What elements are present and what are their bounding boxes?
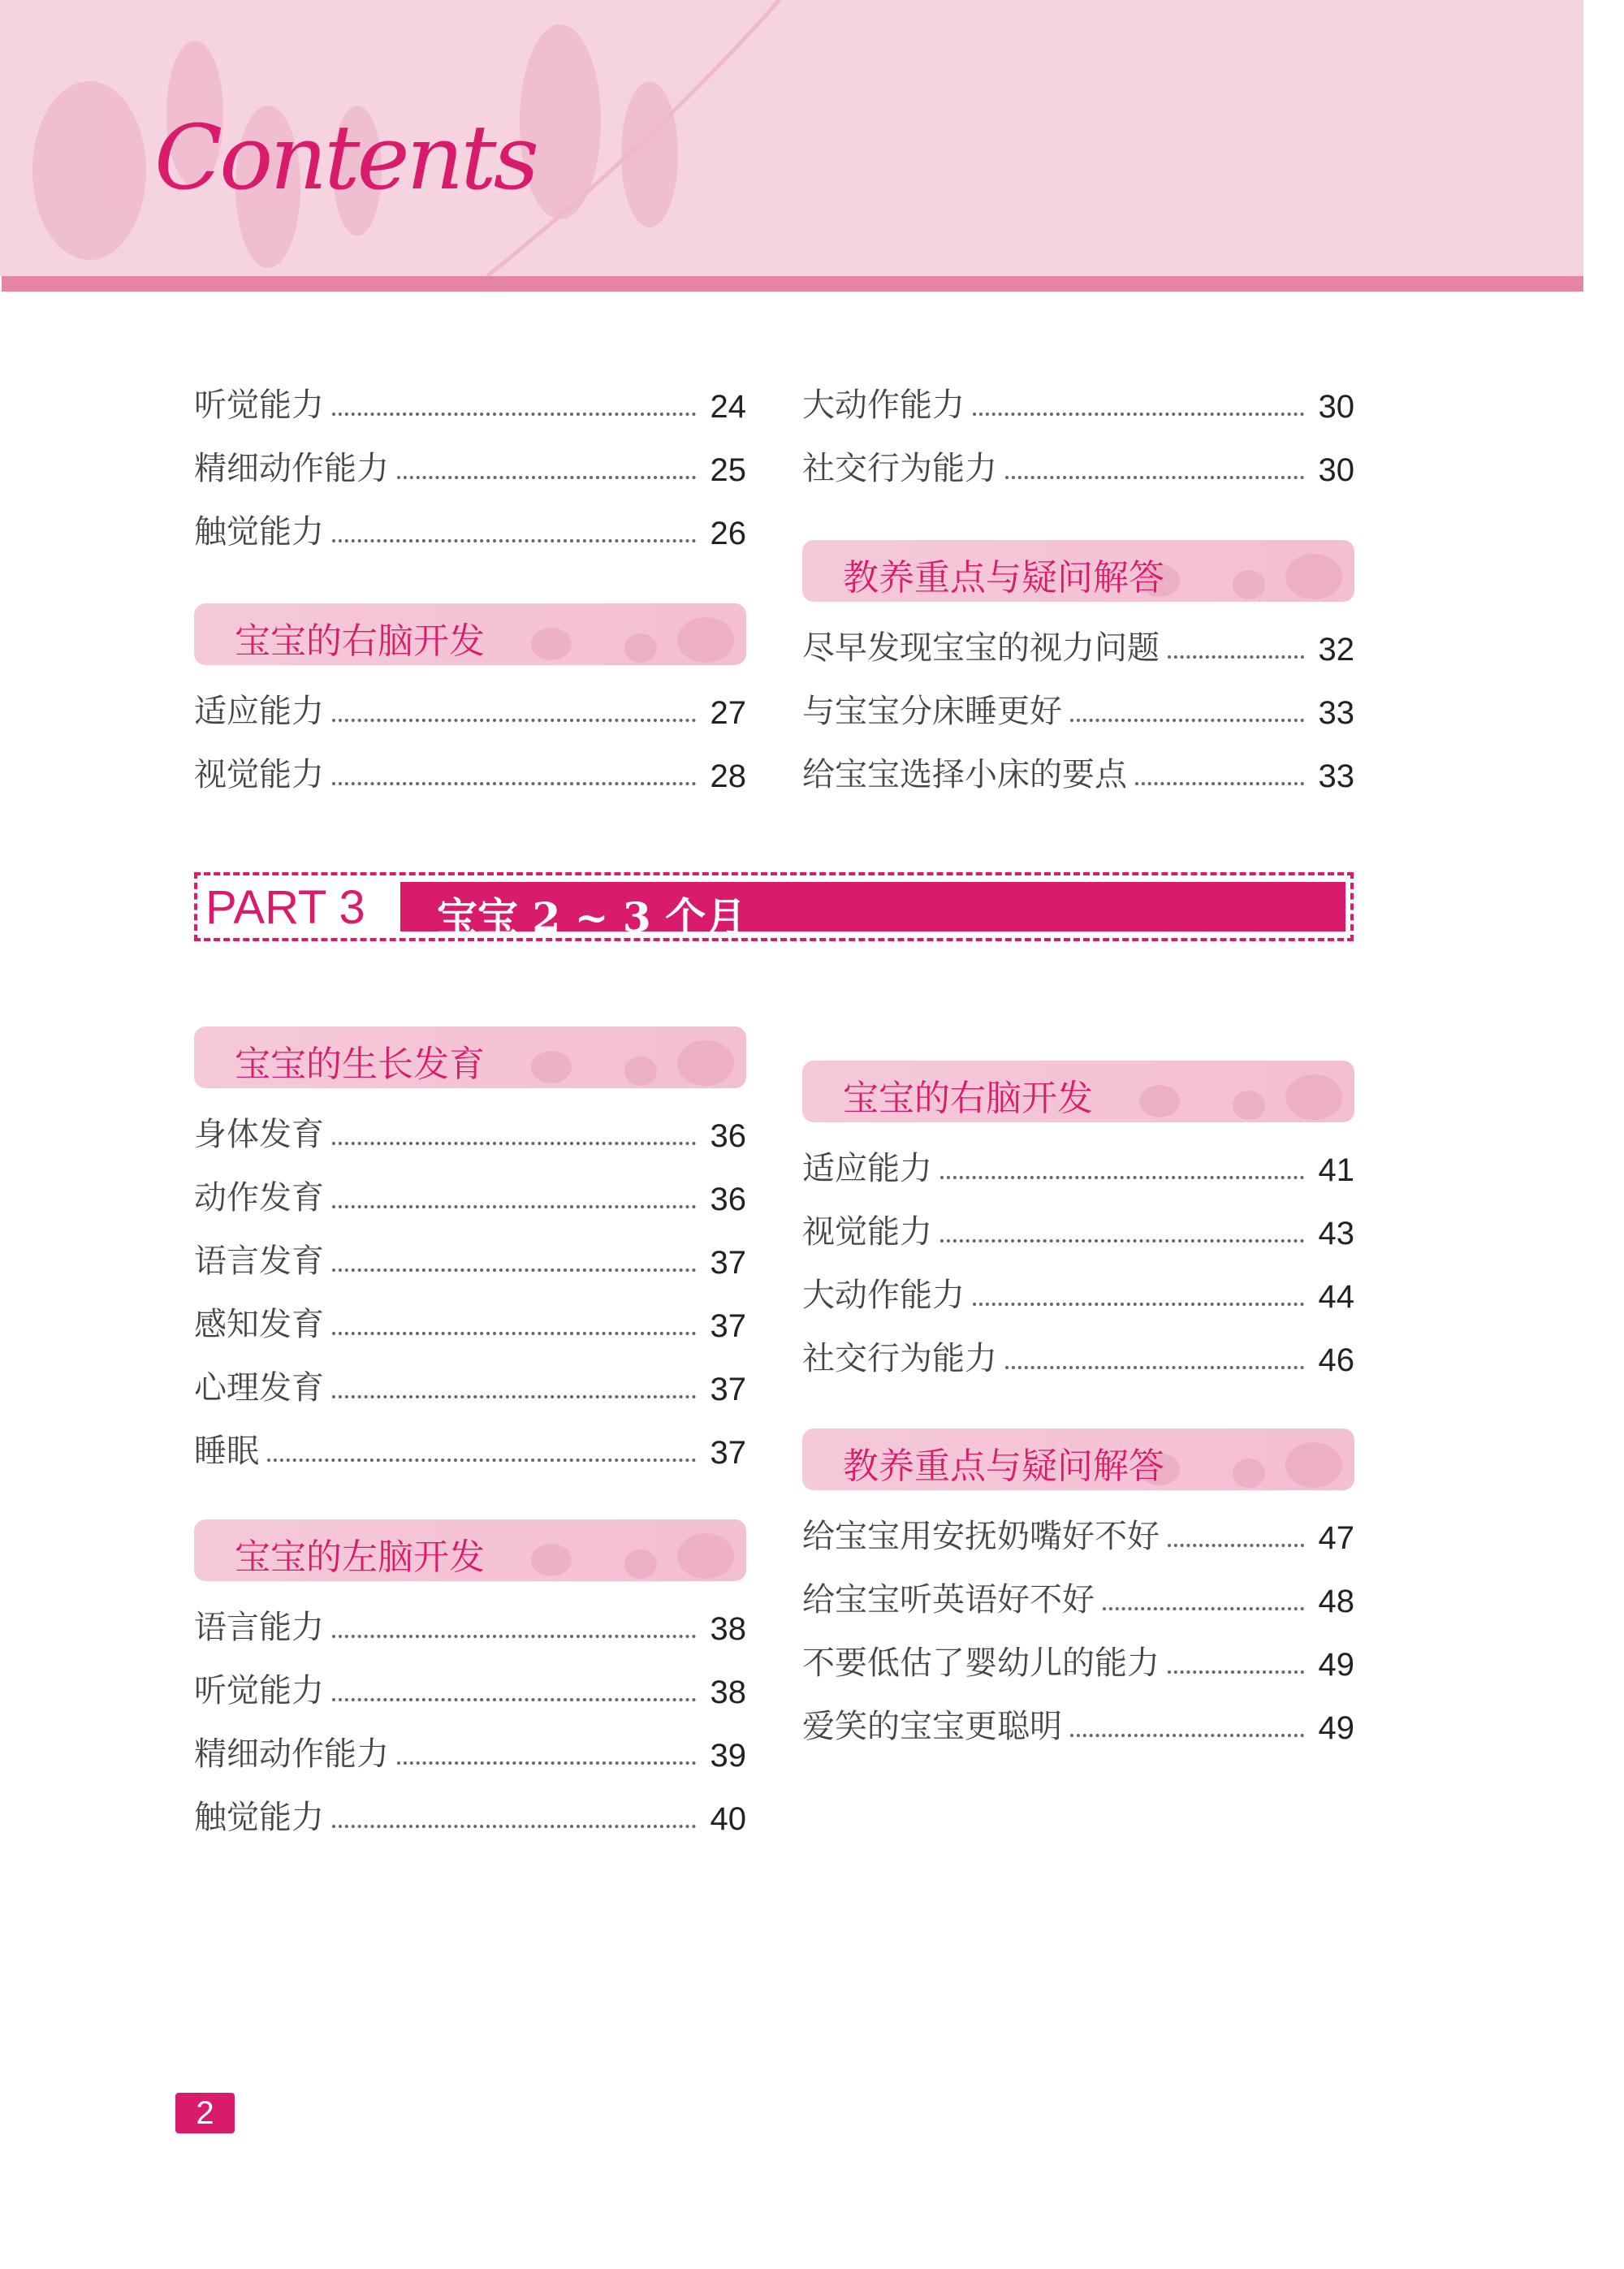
dot-leader [1005,1366,1304,1369]
dot-leader [332,1332,696,1335]
toc-entry[interactable] [802,1252,1354,1316]
toc-entry-label: 听觉能力 [194,387,324,424]
toc-entry[interactable] [802,668,1354,732]
toc-entry[interactable] [194,1774,746,1838]
toc-entry-label: 视觉能力 [194,756,324,793]
heading-ornament [503,603,746,665]
toc-entry-page: 24 [710,389,746,425]
dot-leader [1168,1544,1304,1547]
header-banner [0,0,1583,276]
dot-leader [940,1239,1304,1243]
toc-entry-page: 26 [710,516,746,551]
toc-entry-page: 38 [710,1675,746,1710]
toc-entry-page: 36 [710,1182,746,1217]
dot-leader [332,1395,696,1398]
toc-section [802,1061,1354,1379]
toc-entry[interactable] [194,732,746,795]
toc-entry-label: 爱笑的宝宝更聪明 [802,1708,1062,1745]
toc-entry[interactable] [802,605,1354,668]
toc-entry-label: 触觉能力 [194,1799,324,1836]
dot-leader [397,1761,696,1765]
toc-entry-label: 听觉能力 [194,1672,324,1709]
toc-entry[interactable] [802,362,1354,426]
toc-entry-page: 33 [1318,695,1354,731]
toc-entry[interactable] [194,1345,746,1408]
toc-section [194,603,746,795]
toc-entry-label: 语言能力 [194,1609,324,1646]
dot-leader [332,1825,696,1828]
toc-entry[interactable] [194,489,746,552]
heading-ornament [1111,1061,1354,1122]
toc-entry-label: 视觉能力 [802,1213,932,1251]
dot-leader [1005,476,1304,479]
toc-entry[interactable] [194,362,746,426]
dot-leader [1135,782,1304,785]
toc-section [194,1026,746,1472]
toc-entry-label: 感知发育 [194,1306,324,1343]
toc-entry-page: 46 [1318,1342,1354,1378]
section-heading-text: 宝宝的左脑开发 [235,1536,485,1578]
toc-entry-page: 37 [710,1435,746,1471]
section-heading [194,1519,746,1581]
dot-leader [332,1268,696,1272]
toc-entry-label: 社交行为能力 [802,1340,997,1377]
page-number: 2 [175,2093,235,2133]
heading-ornament [503,1519,746,1581]
part-title: 宝宝 2 ~ 3 个月 [437,893,747,941]
dot-leader [332,1142,696,1145]
toc-entry-label: 与宝宝分床睡更好 [802,693,1062,730]
toc-entry[interactable] [194,1408,746,1472]
toc-entry-page: 37 [710,1308,746,1344]
toc-entry-page: 36 [710,1118,746,1154]
dot-leader [332,1698,696,1701]
toc-section [802,1428,1354,1747]
toc-entry-page: 40 [710,1801,746,1837]
toc-entry-label: 触觉能力 [194,513,324,551]
toc-entry-page: 49 [1318,1710,1354,1746]
section-heading-text: 宝宝的右脑开发 [235,620,485,662]
toc-entry-page: 37 [710,1245,746,1281]
toc-entry-label: 大动作能力 [802,387,965,424]
toc-entry-label: 给宝宝用安抚奶嘴好不好 [802,1518,1160,1555]
toc-entry-page: 33 [1318,758,1354,794]
toc-entry-label: 身体发育 [194,1116,324,1153]
toc-entry[interactable] [194,1584,746,1648]
toc-entry-label: 大动作能力 [802,1277,965,1314]
dot-leader [1070,1734,1304,1737]
dot-leader [1070,719,1304,722]
section-heading-text: 教养重点与疑问解答 [843,1446,1164,1487]
toc-entry[interactable] [194,668,746,732]
part-banner [194,872,1354,941]
dot-leader [332,1205,696,1208]
part-title-bar [400,882,1345,941]
toc-entry-page: 37 [710,1372,746,1407]
toc-entry-label: 给宝宝听英语好不好 [802,1581,1095,1619]
toc-entry-page: 27 [710,695,746,731]
dot-leader [1168,655,1304,659]
toc-section [802,362,1354,489]
toc-entry-page: 25 [710,452,746,488]
toc-entry[interactable] [194,1281,746,1345]
toc-entry[interactable] [802,1557,1354,1620]
toc-entry-label: 适应能力 [194,693,324,730]
toc-entry-label: 语言发育 [194,1243,324,1280]
toc-entry-label: 社交行为能力 [802,450,997,487]
toc-entry-label: 给宝宝选择小床的要点 [802,756,1127,793]
heading-ornament [503,1026,746,1088]
dot-leader [332,719,696,722]
toc-entry-page: 49 [1318,1647,1354,1683]
toc-entry[interactable] [802,426,1354,489]
part-label: PART 3 [205,881,365,934]
section-heading-text: 教养重点与疑问解答 [843,557,1164,599]
toc-entry[interactable] [802,1683,1354,1747]
toc-entry-label: 动作发育 [194,1179,324,1217]
toc-entry[interactable] [194,1648,746,1711]
header-band [2,276,1583,292]
toc-entry-label: 尽早发现宝宝的视力问题 [802,629,1160,667]
toc-section [802,540,1354,795]
toc-entry-page: 48 [1318,1584,1354,1619]
dot-leader [397,476,696,479]
toc-entry-page: 30 [1318,389,1354,425]
dot-leader [973,413,1304,416]
section-heading [802,540,1354,602]
section-heading [194,603,746,665]
toc-section [194,362,746,552]
section-heading [802,1061,1354,1122]
dot-leader [332,1635,696,1638]
toc-entry[interactable] [194,426,746,489]
toc-entry-label: 心理发育 [194,1369,324,1407]
toc-entry[interactable] [802,732,1354,795]
toc-entry-label: 适应能力 [802,1150,932,1187]
section-heading-text: 宝宝的生长发育 [235,1044,485,1085]
toc-section [194,1519,746,1838]
dot-leader [332,413,696,416]
toc-entry-page: 38 [710,1611,746,1647]
toc-entry-label: 不要低估了婴幼儿的能力 [802,1644,1160,1682]
toc-entry[interactable] [802,1189,1354,1252]
section-heading [194,1026,746,1088]
dot-leader [332,539,696,542]
contents-title: Contents [154,106,537,210]
toc-entry-page: 47 [1318,1520,1354,1556]
toc-entry-page: 41 [1318,1152,1354,1188]
toc-entry[interactable] [802,1493,1354,1557]
toc-entry[interactable] [802,1316,1354,1379]
toc-entry[interactable] [194,1155,746,1218]
dot-leader [267,1459,696,1462]
toc-entry-label: 精细动作能力 [194,1735,389,1773]
toc-entry[interactable] [194,1091,746,1155]
toc-entry-page: 28 [710,758,746,794]
toc-entry-page: 30 [1318,452,1354,488]
dot-leader [332,782,696,785]
dot-leader [940,1176,1304,1179]
toc-entry-label: 睡眠 [194,1433,259,1470]
toc-entry-label: 精细动作能力 [194,450,389,487]
toc-entry-page: 44 [1318,1279,1354,1315]
toc-entry[interactable] [802,1126,1354,1189]
toc-entry-page: 43 [1318,1216,1354,1251]
toc-entry-page: 32 [1318,632,1354,668]
toc-entry[interactable] [802,1620,1354,1683]
dot-leader [1103,1607,1304,1610]
toc-entry[interactable] [194,1711,746,1774]
section-heading-text: 宝宝的右脑开发 [843,1078,1093,1119]
dot-leader [973,1303,1304,1306]
dot-leader [1168,1670,1304,1674]
section-heading [802,1428,1354,1490]
toc-entry-page: 39 [710,1738,746,1774]
toc-entry[interactable] [194,1218,746,1281]
